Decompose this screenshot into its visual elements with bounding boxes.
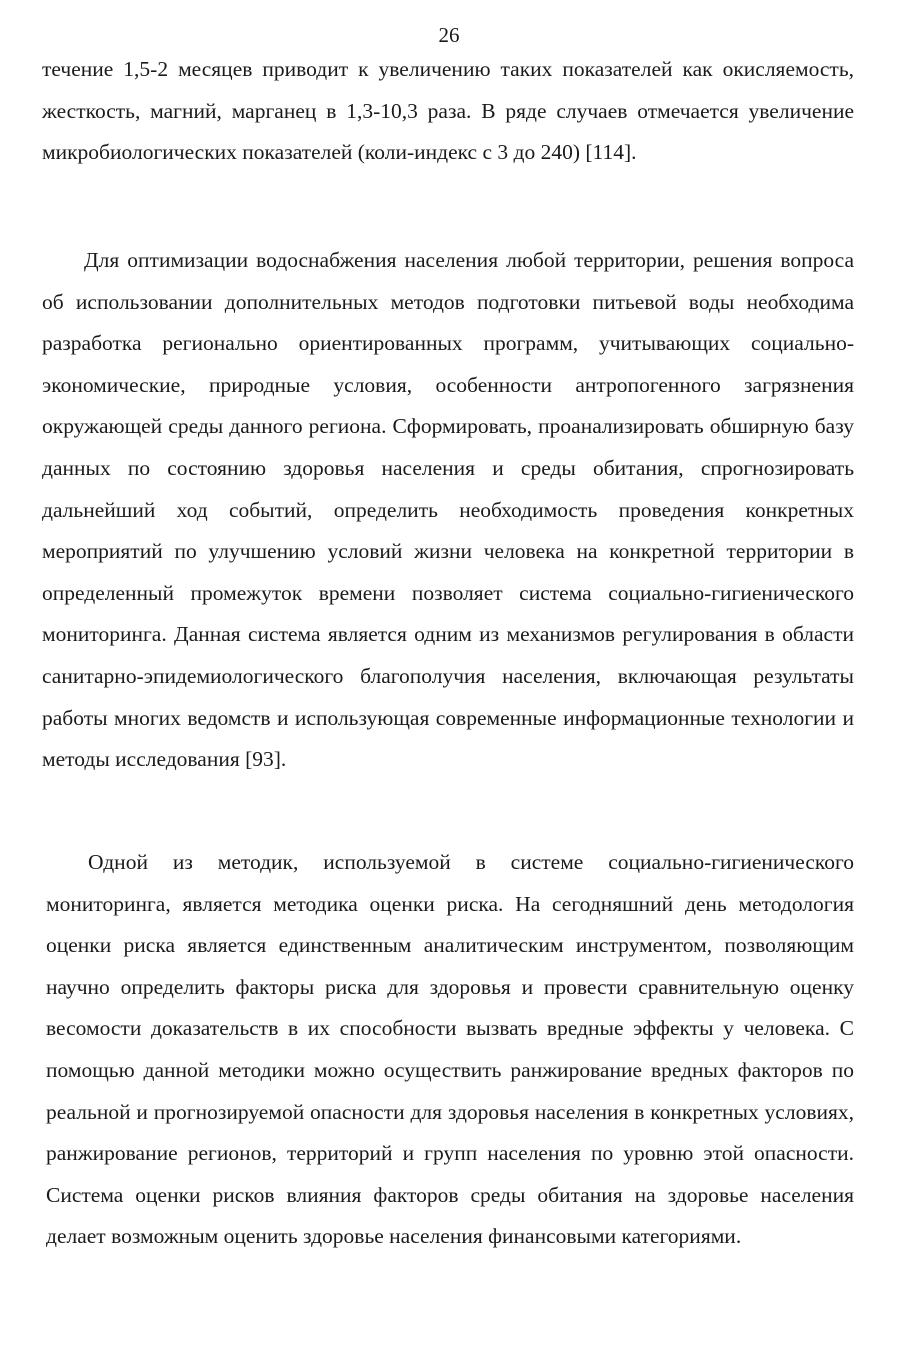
paragraph-risk-assessment: Одной из методик, используемой в системе социально-гигиенического мониторинга, является методика оценки риска. На сегодняшний день методология оценки риска является единственным аналитическим инструментом, позволяющим научно определить факторы риска для здоровья и провести сравнительную оценку весомости доказательств в их способности вызвать вредные эффекты у человека. С помощью данной методики можно осуществить ранжирование вредных факторов по реальной и прогнозируемой опасности для здоровья населения в конкретных условиях, ранжирование регионов, территорий и групп населения по уровню этой опасности. Система оценки рисков влияния факторов среды обитания на здоровье населения делает возможным оценить здоровье населения финансовыми категориями. — [46, 850, 854, 1249]
paragraph-water-supply: Для оптимизации водоснабжения населения любой территории, решения вопроса об использовании дополнительных методов подготовки питьевой воды необходима разработка регионально ориентированных программ, учитывающих социально-экономические, природные условия, особенности антропогенного загрязнения окружающей среды данного региона. Сформировать, проанализировать обширную базу данных по состоянию здоровья населения и среды обитания, спрогнозировать дальнейший ход событий, определить необходимость проведения конкретных мероприятий по улучшению условий жизни человека на конкретной территории в определенный промежуток времени позволяет система социально-гигиенического мониторинга. Данная система является одним из механизмов регулирования в области санитарно-эпидемиологического благополучия населения, включающая результаты работы многих ведомств и использующая современные информационные технологии и методы исследования [93]. — [42, 248, 854, 772]
paragraph-continuation: течение 1,5-2 месяцев приводит к увеличению таких показателей как окисляемость, жесткость, магний, марганец в 1,3-10,3 раза. В ряде случаев отмечается увеличение микробиологических показателей (коли-индекс с 3 до 240) [114]. — [42, 57, 854, 165]
page-number: 26 — [438, 23, 460, 47]
